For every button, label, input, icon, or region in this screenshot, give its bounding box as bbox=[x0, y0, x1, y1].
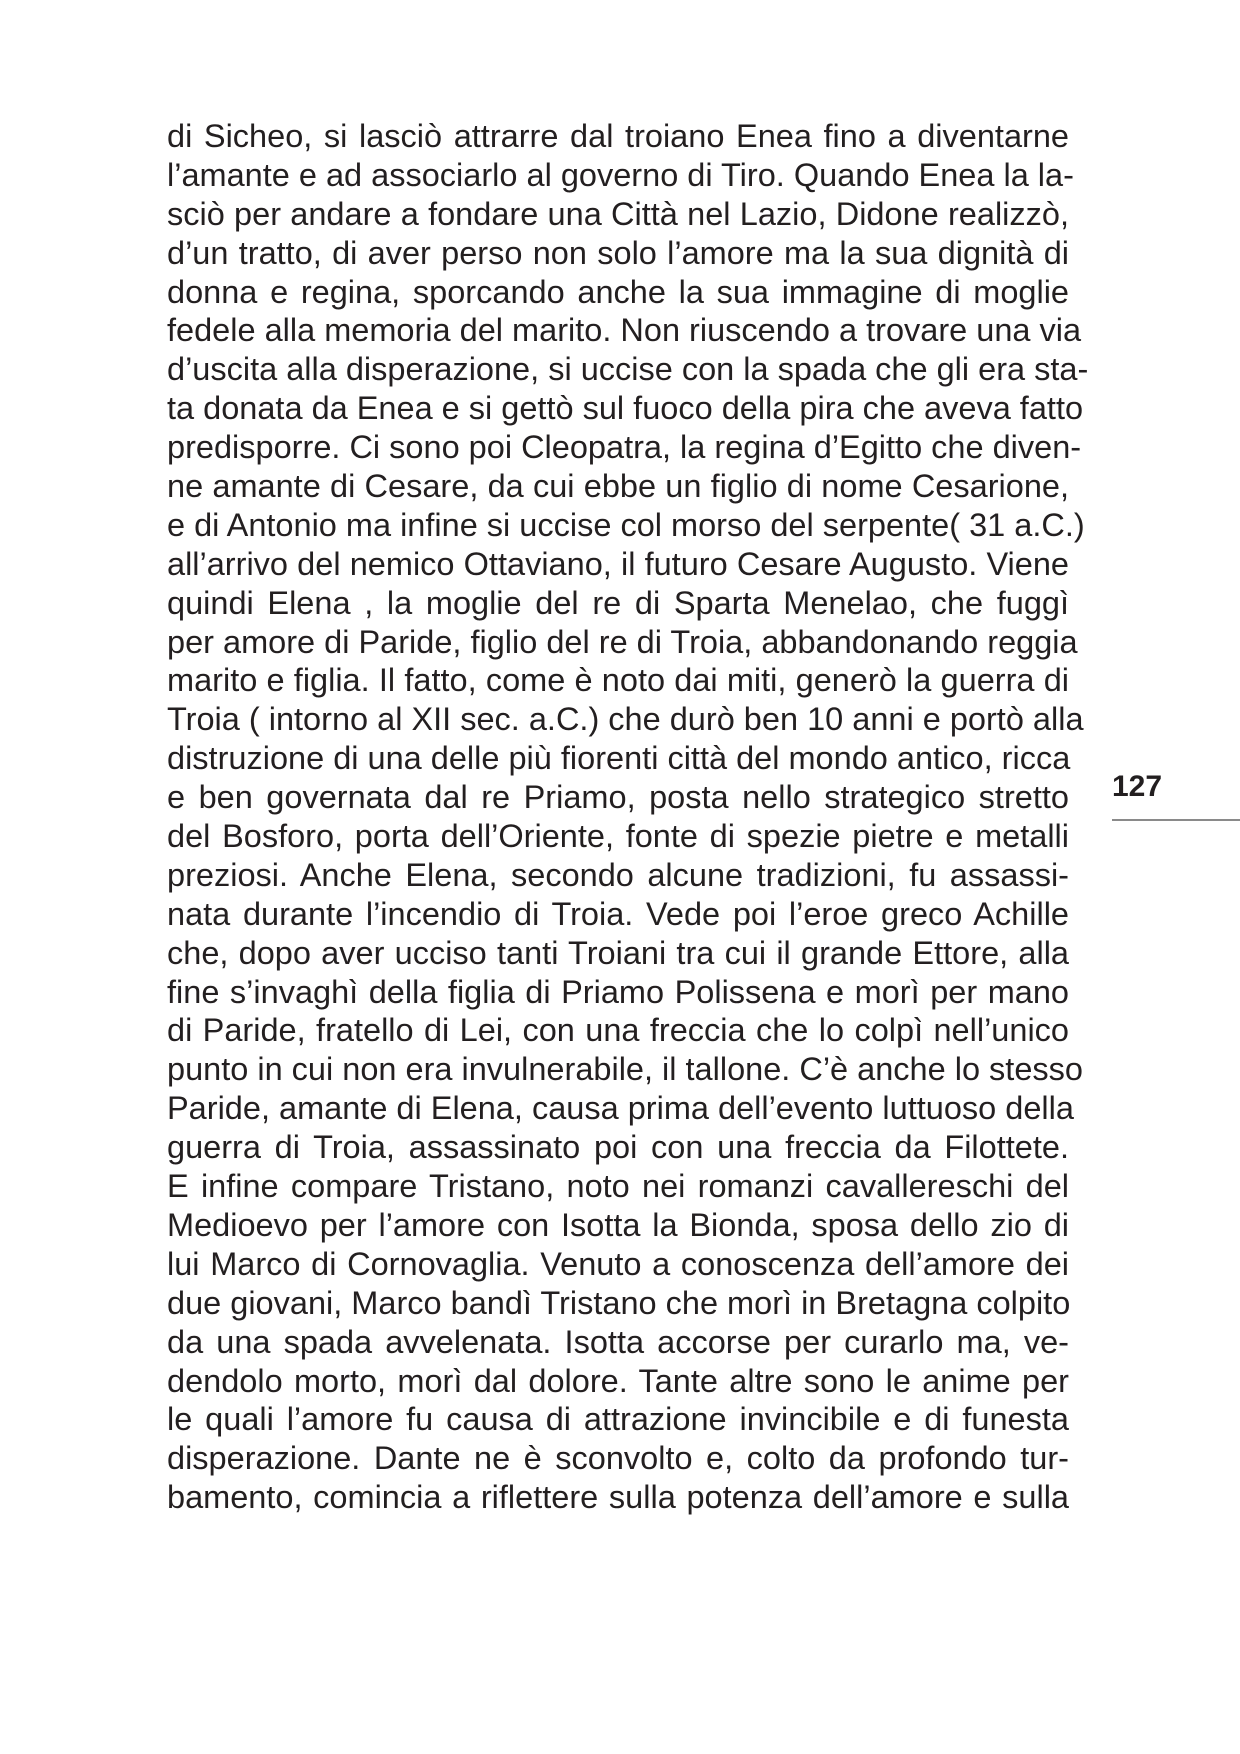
text-line: l’amante e ad associarlo al governo di Tiro. Quando Enea la la- bbox=[167, 156, 1074, 193]
text-line: distruzione di una delle più fiorenti città del mondo antico, ricca bbox=[167, 740, 1071, 777]
text-line: per amore di Paride, figlio del re di Troia, abbandonando reggia bbox=[167, 623, 1078, 660]
text-line: e di Antonio ma infine si uccise col morso del serpente( 31 a.C.) bbox=[167, 506, 1085, 543]
text-line: quindi Elena , la moglie del re di Sparta Menelao, che fuggì bbox=[167, 584, 1069, 621]
text-line: Paride, amante di Elena, causa prima dell’evento luttuoso della bbox=[167, 1090, 1074, 1127]
text-line: da una spada avvelenata. Isotta accorse per curarlo ma, ve- bbox=[167, 1323, 1069, 1360]
text-line: di Paride, fratello di Lei, con una freccia che lo colpì nell’unico bbox=[167, 1012, 1069, 1049]
text-line: guerra di Troia, assassinato poi con una freccia da Filottete. bbox=[167, 1129, 1069, 1166]
text-line: del Bosforo, porta dell’Oriente, fonte di spezie pietre e metalli bbox=[167, 818, 1069, 855]
text-line: marito e figlia. Il fatto, come è noto dai miti, generò la guerra di bbox=[167, 662, 1069, 699]
text-line: predisporre. Ci sono poi Cleopatra, la regina d’Egitto che diven- bbox=[167, 429, 1082, 466]
text-line: donna e regina, sporcando anche la sua immagine di moglie bbox=[167, 273, 1069, 310]
text-line: punto in cui non era invulnerabile, il tallone. C’è anche lo stesso bbox=[167, 1051, 1083, 1088]
text-line: d’uscita alla disperazione, si uccise con la spada che gli era sta- bbox=[167, 351, 1089, 388]
page-number: 127 bbox=[1112, 770, 1163, 803]
text-line: di Sicheo, si lasciò attrarre dal troiano Enea fino a diventarne bbox=[167, 118, 1069, 154]
page-number-rule bbox=[1112, 819, 1240, 821]
text-line: e ben governata dal re Priamo, posta nello strategico stretto bbox=[167, 779, 1069, 816]
text-line: dendolo morto, morì dal dolore. Tante altre sono le anime per bbox=[167, 1362, 1069, 1399]
body-text bbox=[167, 117, 1089, 1517]
text-line: all’arrivo del nemico Ottaviano, il futuro Cesare Augusto. Viene bbox=[167, 545, 1069, 582]
text-line: E infine compare Tristano, noto nei romanzi cavallereschi del bbox=[167, 1168, 1069, 1205]
text-line: d’un tratto, di aver perso non solo l’amore ma la sua dignità di bbox=[167, 234, 1069, 271]
text-line: due giovani, Marco bandì Tristano che morì in Bretagna colpito bbox=[167, 1284, 1071, 1321]
text-line: nata durante l’incendio di Troia. Vede poi l’eroe greco Achille bbox=[167, 895, 1069, 932]
text-line: ta donata da Enea e si gettò sul fuoco della pira che aveva fatto bbox=[167, 390, 1084, 427]
text-line: sciò per andare a fondare una Città nel Lazio, Didone realizzò, bbox=[167, 195, 1069, 232]
text-line: bamento, comincia a riflettere sulla potenza dell’amore e sulla bbox=[167, 1479, 1069, 1516]
text-line: le quali l’amore fu causa di attrazione invincibile e di funesta bbox=[167, 1401, 1069, 1438]
text-line: fine s’invaghì della figlia di Priamo Polissena e morì per mano bbox=[167, 973, 1069, 1010]
text-line: disperazione. Dante ne è sconvolto e, colto da profondo tur- bbox=[167, 1440, 1069, 1477]
text-line: preziosi. Anche Elena, secondo alcune tradizioni, fu assassi- bbox=[167, 856, 1069, 893]
text-line: Troia ( intorno al XII sec. a.C.) che durò ben 10 anni e portò alla bbox=[167, 701, 1084, 738]
text-line: che, dopo aver ucciso tanti Troiani tra cui il grande Ettore, alla bbox=[167, 934, 1069, 971]
text-line: fedele alla memoria del marito. Non riuscendo a trovare una via bbox=[167, 312, 1082, 349]
text-line: ne amante di Cesare, da cui ebbe un figlio di nome Cesarione, bbox=[167, 468, 1069, 505]
text-line: lui Marco di Cornovaglia. Venuto a conoscenza dell’amore dei bbox=[167, 1245, 1069, 1282]
text-line: Medioevo per l’amore con Isotta la Bionda, sposa dello zio di bbox=[167, 1206, 1069, 1243]
